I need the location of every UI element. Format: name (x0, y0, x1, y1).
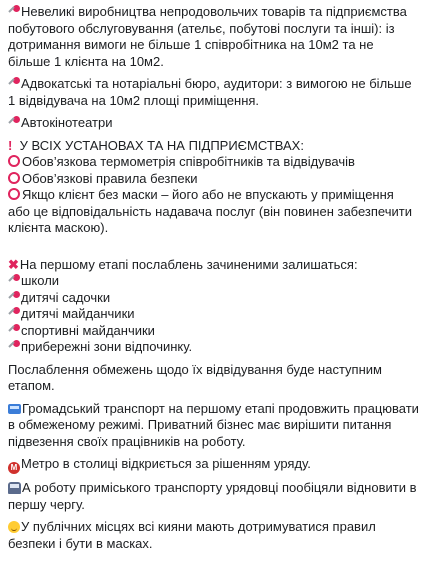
paragraph-production (8, 4, 419, 70)
easing-note: Послаблення обмежень щодо їх відвідування буде наступним етапом. (8, 361, 382, 393)
section-heading-text: У ВСІХ УСТАНОВАХ ТА НА ПІДПРИЄМСТВАХ: (19, 137, 304, 153)
list-item-text: Обов’язкова термометрія співробітників та відвідувачів (22, 154, 355, 169)
closed-section (8, 257, 419, 356)
smile-icon (8, 521, 20, 533)
list-item (8, 306, 419, 323)
red-circle-icon (8, 155, 20, 167)
list-item (8, 273, 419, 290)
paragraph-text: Невеликі виробництва непродовольчих товарів та підприємства побутового обслуговування (ательє, побутові послуги та інші): із дотримання вимоги не більше 1 співробітника на 10м2 та не більше 1 клієнта на 10м2. (8, 4, 407, 69)
list-item-text: Якщо клієнт без маски – його або не впускають у приміщення або це відповідальність надавача послуг (він повинен забезпечити клієнта маскою). (8, 187, 412, 235)
paragraph-suburban-transport (8, 480, 419, 513)
paragraph-public-places (8, 519, 419, 552)
list-item (8, 171, 419, 188)
list-item (8, 154, 419, 171)
paragraph-text: Громадський транспорт на першому етапі продовжить працювати в обмеженому режимі. Приватний бізнес має вирішити питання підвезення своїх працівників на роботу. (8, 400, 419, 449)
section-heading (8, 257, 419, 274)
metro-icon: M (8, 462, 20, 474)
paragraph-text: Метро в столиці відкриється за рішенням уряду. (21, 456, 311, 471)
exclamation-icon: ! (8, 137, 13, 153)
list-item-text: школи (21, 273, 60, 288)
list-item (8, 323, 419, 340)
train-icon (8, 482, 21, 494)
list-item-text: Обов’язкові правила безпеки (22, 170, 198, 186)
paragraph-public-transport (8, 401, 419, 451)
paragraph-text: У публічних місцях всі кияни мають дотримуватися правил безпеки і бути в масках. (8, 519, 376, 551)
all-establishments-section (8, 138, 419, 237)
paragraph-text: А роботу приміського транспорту урядовці пообіцяли відновити в першу чергу. (8, 480, 417, 512)
paragraph-metro (8, 456, 419, 474)
cross-mark-icon: ✖ (8, 256, 19, 272)
pushpin-icon (8, 324, 20, 336)
list-item-text: спортивні майданчики (21, 322, 155, 338)
list-item (8, 187, 419, 237)
list-item (8, 290, 419, 307)
list-item (8, 339, 419, 356)
red-circle-icon (8, 188, 20, 200)
list-item-text: дитячі садочки (21, 289, 111, 305)
paragraph-lawyers (8, 76, 419, 109)
spacer (8, 243, 419, 257)
section-heading-text: На першому етапі послаблень зачиненими залишаться: (19, 256, 358, 272)
section-heading (8, 138, 419, 155)
pushpin-icon (8, 307, 20, 319)
pushpin-icon (8, 291, 20, 303)
paragraph-text: Автокінотеатри (21, 115, 113, 130)
pushpin-icon (8, 116, 20, 128)
list-item-text: дитячі майданчики (21, 306, 135, 321)
pushpin-icon (8, 340, 20, 352)
pushpin-icon (8, 274, 20, 286)
pushpin-icon (8, 77, 20, 89)
paragraph-text: Адвокатські та нотаріальні бюро, аудитори: з вимогою не більше 1 відвідувача на 10м2 площі приміщення. (8, 76, 412, 108)
red-circle-icon (8, 172, 20, 184)
pushpin-icon (8, 5, 20, 17)
list-item-text: прибережні зони відпочинку. (21, 339, 193, 354)
bus-icon (8, 404, 21, 414)
paragraph-drive-in (8, 115, 419, 132)
